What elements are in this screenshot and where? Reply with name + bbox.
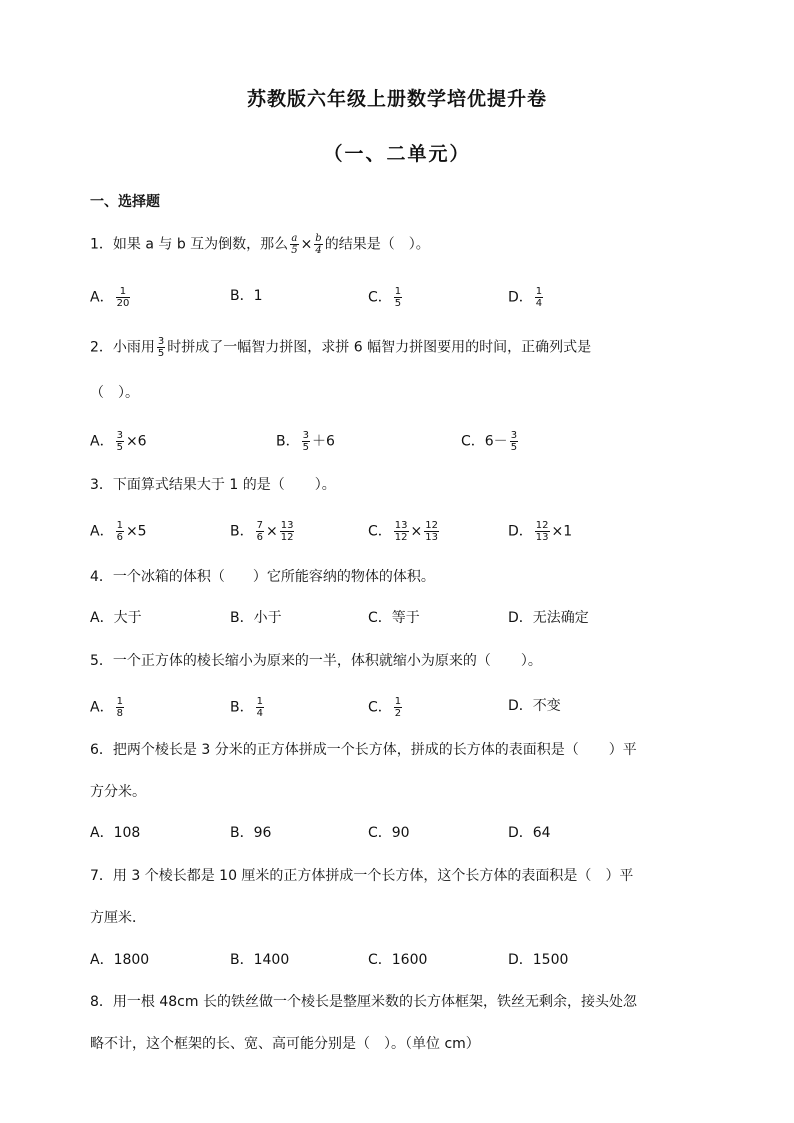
q3-option-b[interactable]: B． $\frac{7}{6}$ × $\frac{13}{12}$ [230, 520, 294, 543]
question-6-line2: 方分米。 [90, 784, 146, 800]
q1-text-end: ）。 [408, 236, 430, 253]
q2-fraction: $\frac{3}{5}$ [157, 336, 165, 359]
q7-option-a[interactable]: A．1800 [90, 952, 150, 968]
question-4: 4．一个冰箱的体积（ ）它所能容纳的物体的体积。 [90, 569, 435, 585]
q6-option-d[interactable]: D．64 [508, 825, 551, 841]
question-5: 5．一个正方体的棱长缩小为原来的一半，体积就缩小为原来的（ ）。 [90, 653, 542, 669]
q7-option-b[interactable]: B．1400 [230, 952, 290, 968]
q5-option-c[interactable]: C． $\frac{1}{2}$ [368, 696, 402, 719]
question-8-line2: 略不计，这个框架的长、宽、高可能分别是（ ）。（单位 cm） [90, 1036, 480, 1052]
q5-option-a[interactable]: A． $\frac{1}{8}$ [90, 696, 123, 719]
question-8: 8．用一根 48cm 长的铁丝做一个棱长是整厘米数的长方体框架，铁丝无剩余，接头处忽 [90, 994, 637, 1010]
q1-option-b[interactable]: B．1 [230, 288, 263, 304]
q6-option-b[interactable]: B．96 [230, 825, 272, 841]
page-title: 苏教版六年级上册数学培优提升卷 [246, 88, 547, 110]
q2-a-fraction: $\frac{3}{5}$ [116, 430, 123, 453]
question-3: 3．下面算式结果大于 1 的是（ ）。 [90, 477, 336, 493]
q7-option-c[interactable]: C．1600 [368, 952, 428, 968]
question-2-line2: （ ）。 [90, 385, 139, 401]
q6-option-a[interactable]: A．108 [90, 825, 141, 841]
q1-text-post: 的结果是（ [324, 236, 395, 253]
question-2: 2．小雨用 $\frac{3}{5}$ 时拼成了一幅智力拼图，求拼 6 幅智力拼图要用的时间，正确列式是 [90, 336, 592, 359]
section-heading: 一、选择题 [90, 194, 160, 210]
q6-option-c[interactable]: C．90 [368, 825, 410, 841]
q1-text-pre: 1．如果 a 与 b 互为倒数，那么 [90, 236, 289, 253]
q1-option-d[interactable]: D． $\frac{1}{4}$ [508, 286, 543, 309]
q2-option-b[interactable]: B． $\frac{3}{5}$ ＋6 [276, 430, 335, 453]
q4-option-c[interactable]: C．等于 [368, 610, 420, 626]
q3-option-d[interactable]: D． $\frac{12}{13}$ ×1 [508, 520, 573, 543]
q2-b-fraction: $\frac{3}{5}$ [302, 430, 309, 453]
question-1 [90, 233, 430, 256]
question-7: 7．用 3 个棱长都是 10 厘米的正方体拼成一个长方体，这个长方体的表面积是（ ）平 [90, 868, 634, 884]
q1-option-a[interactable]: A． $\frac{1}{20}$ [90, 286, 130, 309]
q3-option-c[interactable]: C． $\frac{13}{12}$ × $\frac{12}{13}$ [368, 520, 438, 543]
q1-a-fraction: $\frac{1}{20}$ [116, 286, 130, 309]
q1-option-c[interactable]: C． $\frac{1}{5}$ [368, 286, 402, 309]
question-6: 6．把两个棱长是 3 分米的正方体拼成一个长方体，拼成的长方体的表面积是（ ）平 [90, 742, 637, 758]
q1-c-fraction: $\frac{1}{5}$ [394, 286, 402, 309]
q2-option-a[interactable]: A． $\frac{3}{5}$ ×6 [90, 430, 147, 453]
q4-option-d[interactable]: D．无法确定 [508, 610, 589, 626]
q1-d-fraction: $\frac{1}{4}$ [535, 286, 543, 309]
q5-option-d[interactable]: D．不变 [508, 698, 561, 714]
q4-option-a[interactable]: A．大于 [90, 610, 142, 626]
q3-option-a[interactable]: A． $\frac{1}{6}$ ×5 [90, 520, 147, 543]
page-subtitle: （一、二单元） [323, 143, 471, 165]
q1-fraction-a-over-5: $\frac{a}{5}$ [291, 233, 298, 256]
q2-option-c[interactable]: C．6－ $\frac{3}{5}$ [461, 430, 518, 453]
q7-option-d[interactable]: D．1500 [508, 952, 569, 968]
q2-c-fraction: $\frac{3}{5}$ [510, 430, 518, 453]
question-7-line2: 方厘米． [90, 910, 146, 926]
q5-option-b[interactable]: B． $\frac{1}{4}$ [230, 696, 263, 719]
q1-times: × [300, 236, 313, 253]
q4-option-b[interactable]: B．小于 [230, 610, 282, 626]
q1-fraction-b-over-4: $\frac{b}{4}$ [315, 233, 322, 256]
